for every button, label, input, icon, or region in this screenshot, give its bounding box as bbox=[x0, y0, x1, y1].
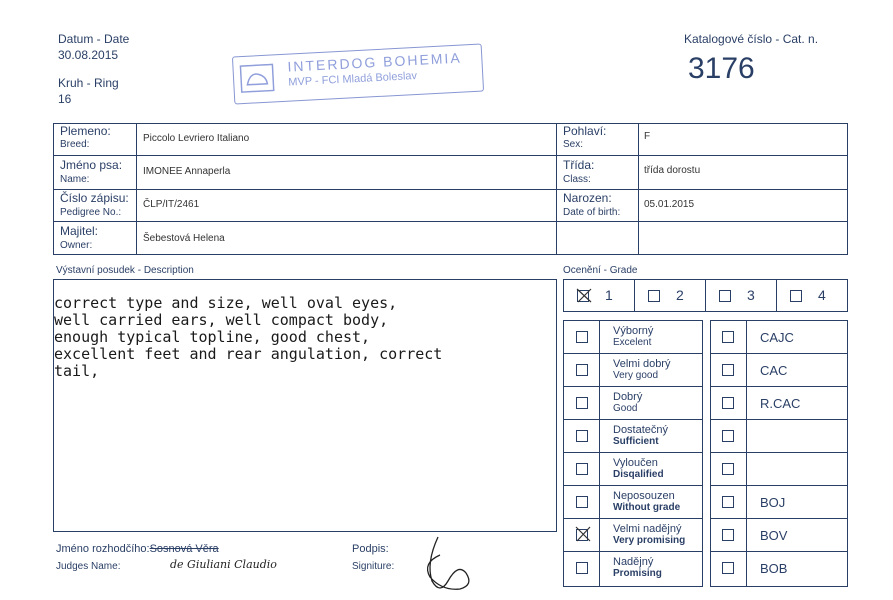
placement-4-checkbox[interactable] bbox=[790, 290, 802, 302]
sex-label-en: Sex: bbox=[563, 139, 584, 150]
signature-label: Podpis: bbox=[352, 543, 389, 555]
catalog-label: Katalogové číslo - Cat. n. bbox=[684, 32, 819, 46]
check-mark-icon bbox=[576, 288, 594, 304]
owner-value: Šebestová Helena bbox=[143, 233, 225, 244]
stamp-line-2: MVP - FCI Mladá Boleslav bbox=[288, 69, 418, 89]
rating-en: Good bbox=[613, 403, 638, 414]
placement-1-label: 1 bbox=[605, 287, 613, 303]
sex-label: Pohlaví: bbox=[563, 124, 607, 138]
rating-excellent-checkbox[interactable] bbox=[576, 331, 588, 343]
born-label: Narozen: bbox=[563, 191, 612, 205]
date-label: Datum - Date bbox=[58, 32, 130, 46]
table-row-divider bbox=[710, 551, 848, 552]
table-row-divider bbox=[563, 386, 703, 387]
breed-label-en: Breed: bbox=[60, 139, 90, 150]
description-box bbox=[53, 279, 557, 532]
breed-value: Piccolo Levriero Italiano bbox=[143, 133, 250, 144]
title-label: R.CAC bbox=[760, 396, 801, 411]
title-bov-checkbox[interactable] bbox=[722, 529, 734, 541]
organizer-stamp bbox=[232, 43, 484, 104]
table-row-divider bbox=[563, 485, 703, 486]
placement-3-checkbox[interactable] bbox=[719, 290, 731, 302]
table-row-divider bbox=[710, 386, 848, 387]
table-row-divider bbox=[563, 452, 703, 453]
title-label: BOV bbox=[760, 528, 788, 543]
title-cac-checkbox[interactable] bbox=[722, 364, 734, 376]
signature-label-en: Signiture: bbox=[352, 561, 395, 572]
description-text bbox=[54, 295, 442, 380]
check-mark-icon bbox=[575, 526, 593, 544]
rating-good-checkbox[interactable] bbox=[576, 397, 588, 409]
table-row-divider bbox=[710, 452, 848, 453]
breed-label: Plemeno: bbox=[60, 124, 111, 138]
table-row-divider bbox=[563, 518, 703, 519]
title-cajc-checkbox[interactable] bbox=[722, 331, 734, 343]
table-row-divider bbox=[710, 419, 848, 420]
owner-label: Majitel: bbox=[60, 224, 99, 238]
placement-2-checkbox[interactable] bbox=[648, 290, 660, 302]
title-boj-checkbox[interactable] bbox=[722, 496, 734, 508]
rating-en: Disqalified bbox=[613, 469, 664, 480]
description-line: well carried ears, well compact body, bbox=[54, 311, 389, 329]
title-empty-checkbox[interactable] bbox=[722, 430, 734, 442]
title-label: CAC bbox=[760, 363, 788, 378]
ring-value: 16 bbox=[58, 92, 72, 106]
rating-cz: Dobrý bbox=[613, 391, 643, 403]
stamp-line-1: INTERDOG BOHEMIA bbox=[287, 49, 463, 75]
title-label: BOJ bbox=[760, 495, 786, 510]
title-bob-checkbox[interactable] bbox=[722, 562, 734, 574]
judge-name-label-en: Judges Name: bbox=[56, 561, 121, 572]
placement-1-checkbox[interactable] bbox=[577, 290, 589, 302]
table-row-divider bbox=[710, 353, 848, 354]
table-row-divider bbox=[710, 485, 848, 486]
table-row-divider bbox=[563, 353, 703, 354]
rating-cz: Neposouzen bbox=[613, 490, 675, 502]
rating-without-grade-checkbox[interactable] bbox=[576, 496, 588, 508]
sex-value: F bbox=[644, 131, 651, 142]
name-label: Jméno psa: bbox=[60, 158, 123, 172]
description-line: excellent feet and rear angulation, correct bbox=[54, 345, 443, 363]
title-empty-checkbox[interactable] bbox=[722, 463, 734, 475]
rating-en: Promising bbox=[613, 568, 662, 579]
class-value: třída dorostu bbox=[644, 165, 701, 176]
struck-judge-name: Sosnová Věra bbox=[149, 543, 219, 555]
description-line: enough typical topline, good chest, bbox=[54, 328, 371, 346]
rating-very-good-checkbox[interactable] bbox=[576, 364, 588, 376]
rating-cz: Velmi nadějný bbox=[613, 523, 682, 535]
description-label: Výstavní posudek - Description bbox=[56, 265, 194, 276]
placement-2-label: 2 bbox=[676, 287, 684, 303]
rating-disqualified-checkbox[interactable] bbox=[576, 463, 588, 475]
placement-3-label: 3 bbox=[747, 287, 755, 303]
rating-very-promising-checkbox[interactable] bbox=[576, 529, 588, 541]
title-rcac-checkbox[interactable] bbox=[722, 397, 734, 409]
pedigree-label-en: Pedigree No.: bbox=[60, 207, 122, 218]
rating-cz: Nadějný bbox=[613, 556, 654, 568]
born-value: 05.01.2015 bbox=[644, 199, 695, 210]
date-value: 30.08.2015 bbox=[58, 48, 119, 62]
rating-promising-checkbox[interactable] bbox=[576, 562, 588, 574]
rating-cz: Vyloučen bbox=[613, 457, 658, 469]
table-column-divider bbox=[746, 320, 747, 587]
rating-cz: Velmi dobrý bbox=[613, 358, 671, 370]
catalog-number: 3176 bbox=[688, 52, 755, 85]
owner-label-en: Owner: bbox=[60, 240, 93, 251]
description-line: correct type and size, well oval eyes, bbox=[54, 294, 398, 312]
judge-signature bbox=[418, 533, 476, 595]
table-column-divider bbox=[599, 320, 600, 587]
title-label: CAJC bbox=[760, 330, 794, 345]
class-label: Třída: bbox=[563, 158, 595, 172]
rating-en: Excelent bbox=[613, 337, 652, 348]
dog-logo-icon bbox=[239, 63, 274, 93]
born-label-en: Date of birth: bbox=[563, 207, 621, 218]
pedigree-value: ČLP/IT/2461 bbox=[143, 199, 200, 210]
rating-en: Sufficient bbox=[613, 436, 659, 447]
grade-label: Ocenění - Grade bbox=[563, 265, 638, 276]
rating-cz: Dostatečný bbox=[613, 424, 669, 436]
class-label-en: Class: bbox=[563, 174, 591, 185]
name-value: IMONEE Annaperla bbox=[143, 166, 231, 177]
rating-sufficient-checkbox[interactable] bbox=[576, 430, 588, 442]
pedigree-label: Číslo zápisu: bbox=[60, 191, 129, 205]
description-line: tail, bbox=[54, 362, 100, 380]
rating-en: Without grade bbox=[613, 502, 681, 513]
table-row-divider bbox=[563, 551, 703, 552]
table-row-divider bbox=[563, 419, 703, 420]
titles-table bbox=[710, 320, 848, 587]
judge-handwritten-name: de Giuliani Claudio bbox=[170, 558, 277, 571]
rating-cz: Výborný bbox=[613, 325, 654, 337]
rating-en: Very promising bbox=[613, 535, 686, 546]
table-row-divider bbox=[710, 518, 848, 519]
name-label-en: Name: bbox=[60, 174, 90, 185]
ring-label: Kruh - Ring bbox=[58, 76, 119, 90]
title-label: BOB bbox=[760, 561, 788, 576]
judge-name-label: Jméno rozhodčího: bbox=[56, 543, 150, 555]
placement-4-label: 4 bbox=[818, 287, 826, 303]
rating-en: Very good bbox=[613, 370, 659, 381]
